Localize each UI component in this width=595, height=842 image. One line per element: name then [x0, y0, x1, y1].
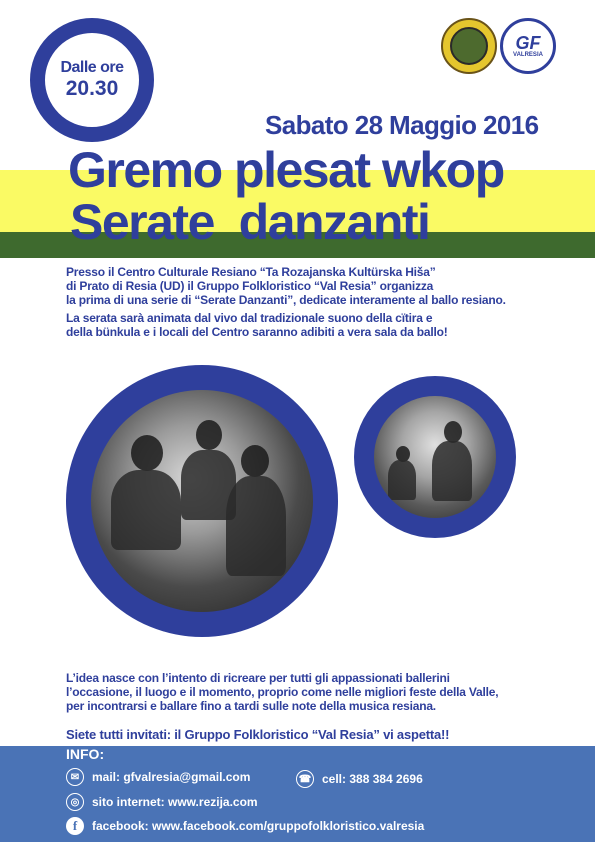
info-facebook-row[interactable] — [66, 817, 424, 835]
info-cell-row[interactable] — [296, 770, 423, 788]
info-site[interactable]: sito internet: www.rezija.com — [92, 795, 258, 809]
intro-line: della bünkula e i locali del Centro saranno adibiti a vera sala da ballo! — [66, 325, 448, 339]
event-date: Sabato 28 Maggio 2016 — [265, 110, 539, 140]
intro-text — [66, 265, 576, 339]
person-head — [444, 421, 462, 443]
time-badge-label: Dalle ore — [60, 59, 124, 76]
info-title: INFO: — [66, 746, 105, 762]
info-site-row[interactable] — [66, 793, 258, 811]
info-cell[interactable]: cell: 388 384 2696 — [322, 772, 423, 786]
gf-logo-text: GF — [515, 33, 541, 53]
gf-logo-subtext: VALRESIA — [513, 52, 543, 58]
facebook-icon: f — [66, 817, 84, 835]
invitation-line: Siete tutti invitati: il Gruppo Folkloristico “Val Resia” vi aspetta!! — [66, 727, 450, 742]
info-facebook[interactable]: facebook: www.facebook.com/gruppofolkloristico.valresia — [92, 819, 425, 833]
person-body — [111, 470, 181, 550]
folk-group-logo — [441, 18, 497, 74]
globe-icon: ◎ — [66, 793, 84, 811]
musicians-photo — [91, 390, 313, 612]
intro-line: Presso il Centro Culturale Resiano “Ta Rozajanska Kultürska Hiša” — [66, 265, 436, 279]
outro-line: L’idea nasce con l’intento di ricreare per tutti gli appassionati ballerini — [66, 671, 450, 685]
outro-text — [66, 671, 576, 713]
intro-line: La serata sarà animata dal vivo dal tradizionale suono della cïtira e — [66, 311, 433, 325]
outro-line: l’occasione, il luogo e il momento, proprio come nelle migliori feste della Valle, — [66, 685, 499, 699]
intro-line: di Prato di Resia (UD) il Gruppo Folkloristico “Val Resia” organizza — [66, 279, 434, 293]
folk-emblem-icon — [450, 27, 488, 65]
info-mail[interactable]: mail: gfvalresia@gmail.com — [92, 770, 251, 784]
phone-icon: ☎ — [296, 770, 314, 788]
person-head — [196, 420, 222, 450]
title-line-1: Gremo plesat wkop — [68, 142, 504, 198]
time-badge — [30, 18, 154, 142]
intro-line: la prima di una serie di “Serate Danzanti”, dedicate interamente al ballo resiano. — [66, 293, 506, 307]
outro-line: per incontrarsi e ballare fino a tardi sulle note della musica resiana. — [66, 699, 436, 713]
gf-logo — [500, 18, 556, 74]
person-body — [388, 460, 416, 500]
info-mail-row[interactable] — [66, 768, 250, 786]
envelope-icon: ✉ — [66, 768, 84, 786]
person-head — [241, 445, 269, 477]
person-body — [226, 476, 286, 576]
person-body — [432, 441, 472, 501]
time-badge-time: 20.30 — [65, 77, 119, 100]
title-line-2: Serate danzanti — [70, 194, 430, 250]
dancers-photo — [374, 396, 496, 518]
person-head — [131, 435, 163, 471]
